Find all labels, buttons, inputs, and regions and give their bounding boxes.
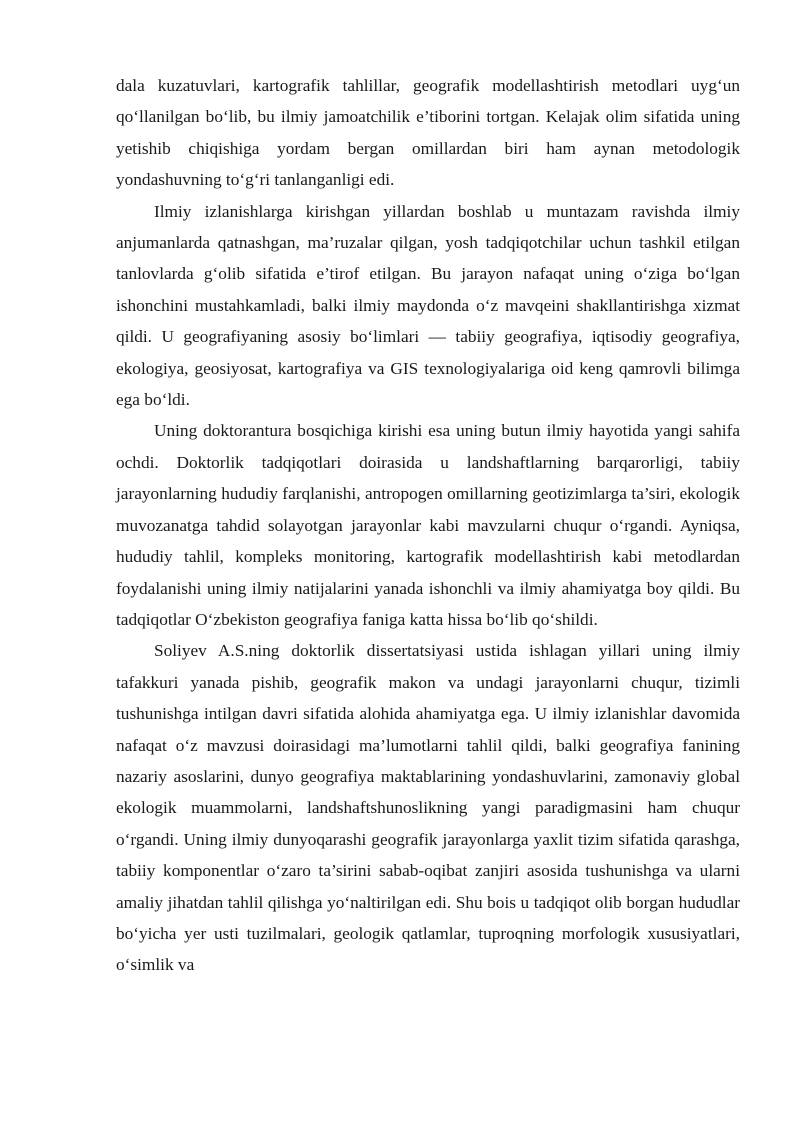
document-page — [116, 70, 740, 981]
paragraph-2: Ilmiy izlanishlarga kirishgan yillardan boshlab u muntazam ravishda ilmiy anjumanlarda qatnashgan, ma’ruzalar qilgan, yosh tadqiqotchilar uchun tashkil etilgan tanlovlarda g‘olib sifatida e’tirof etilgan. Bu jarayon nafaqat uning o‘ziga bo‘lgan ishonchini mustahkamladi, balki ilmiy maydonda o‘z mavqeini shakllantirishga xizmat qildi. U geografiyaning asosiy bo‘limlari — tabiiy geografiya, iqtisodiy geografiya, ekologiya, geosiyosat, kartografiya va GIS texnologiyalariga oid keng qamrovli bilimga ega bo‘ldi. — [116, 201, 740, 410]
paragraph-1: dala kuzatuvlari, kartografik tahlillar, geografik modellashtirish metodlari uyg‘un qo‘llanilgan bo‘lib, bu ilmiy jamoatchilik e’tiborini tortgan. Kelajak olim sifatida uning yetishib chiqishiga yordam bergan omillardan biri ham aynan metodologik yondashuvning to‘g‘ri tanlanganligi edi. — [116, 76, 740, 190]
paragraph-3: Uning doktorantura bosqichiga kirishi esa uning butun ilmiy hayotida yangi sahifa ochdi. Doktorlik tadqiqotlari doirasida u landshaftlarning barqarorligi, tabiiy jarayonlarning hududiy farqlanishi, antropogen omillarning geotizimlarga ta’siri, ekologik muvozanatga tahdid solayotgan jarayonlar kabi mavzularni chuqur o‘rgandi. Ayniqsa, hududiy tahlil, kompleks monitoring, kartografik modellashtirish kabi metodlardan foydalanishi uning ilmiy natijalarini yanada ishonchli va ilmiy ahamiyatga boy qildi. Bu tadqiqotlar O‘zbekiston geografiya faniga katta hissa bo‘lib qo‘shildi. — [116, 421, 740, 629]
paragraph-4: Soliyev A.S.ning doktorlik dissertatsiyasi ustida ishlagan yillari uning ilmiy tafakkuri yanada pishib, geografik makon va undagi jarayonlarni chuqur, tizimli tushunishga intilgan davri sifatida alohida ahamiyatga ega. U ilmiy izlanishlar davomida nafaqat o‘z mavzusi doirasidagi ma’lumotlarni tahlil qildi, balki geografiya fanining nazariy asoslarini, dunyo geografiya maktablarining yondashuvlarini, zamonaviy global ekologik muammolarni, landshaftshunoslikning yangi paradigmasini ham chuqur o‘rgandi. Uning ilmiy dunyoqarashi geografik jarayonlarga yaxlit tizim sifatida qarashga, tabiiy komponentlar o‘zaro ta’sirini sabab-oqibat zanjiri asosida tushunishga va ularni amaliy jihatdan tahlil qilishga yo‘naltirilgan edi. Shu bois u tadqiqot olib borgan hududlar bo‘yicha yer usti tuzilmalari, geologik qatlamlar, tuproqning morfologik xususiyatlari, o‘simlik va — [116, 641, 740, 975]
